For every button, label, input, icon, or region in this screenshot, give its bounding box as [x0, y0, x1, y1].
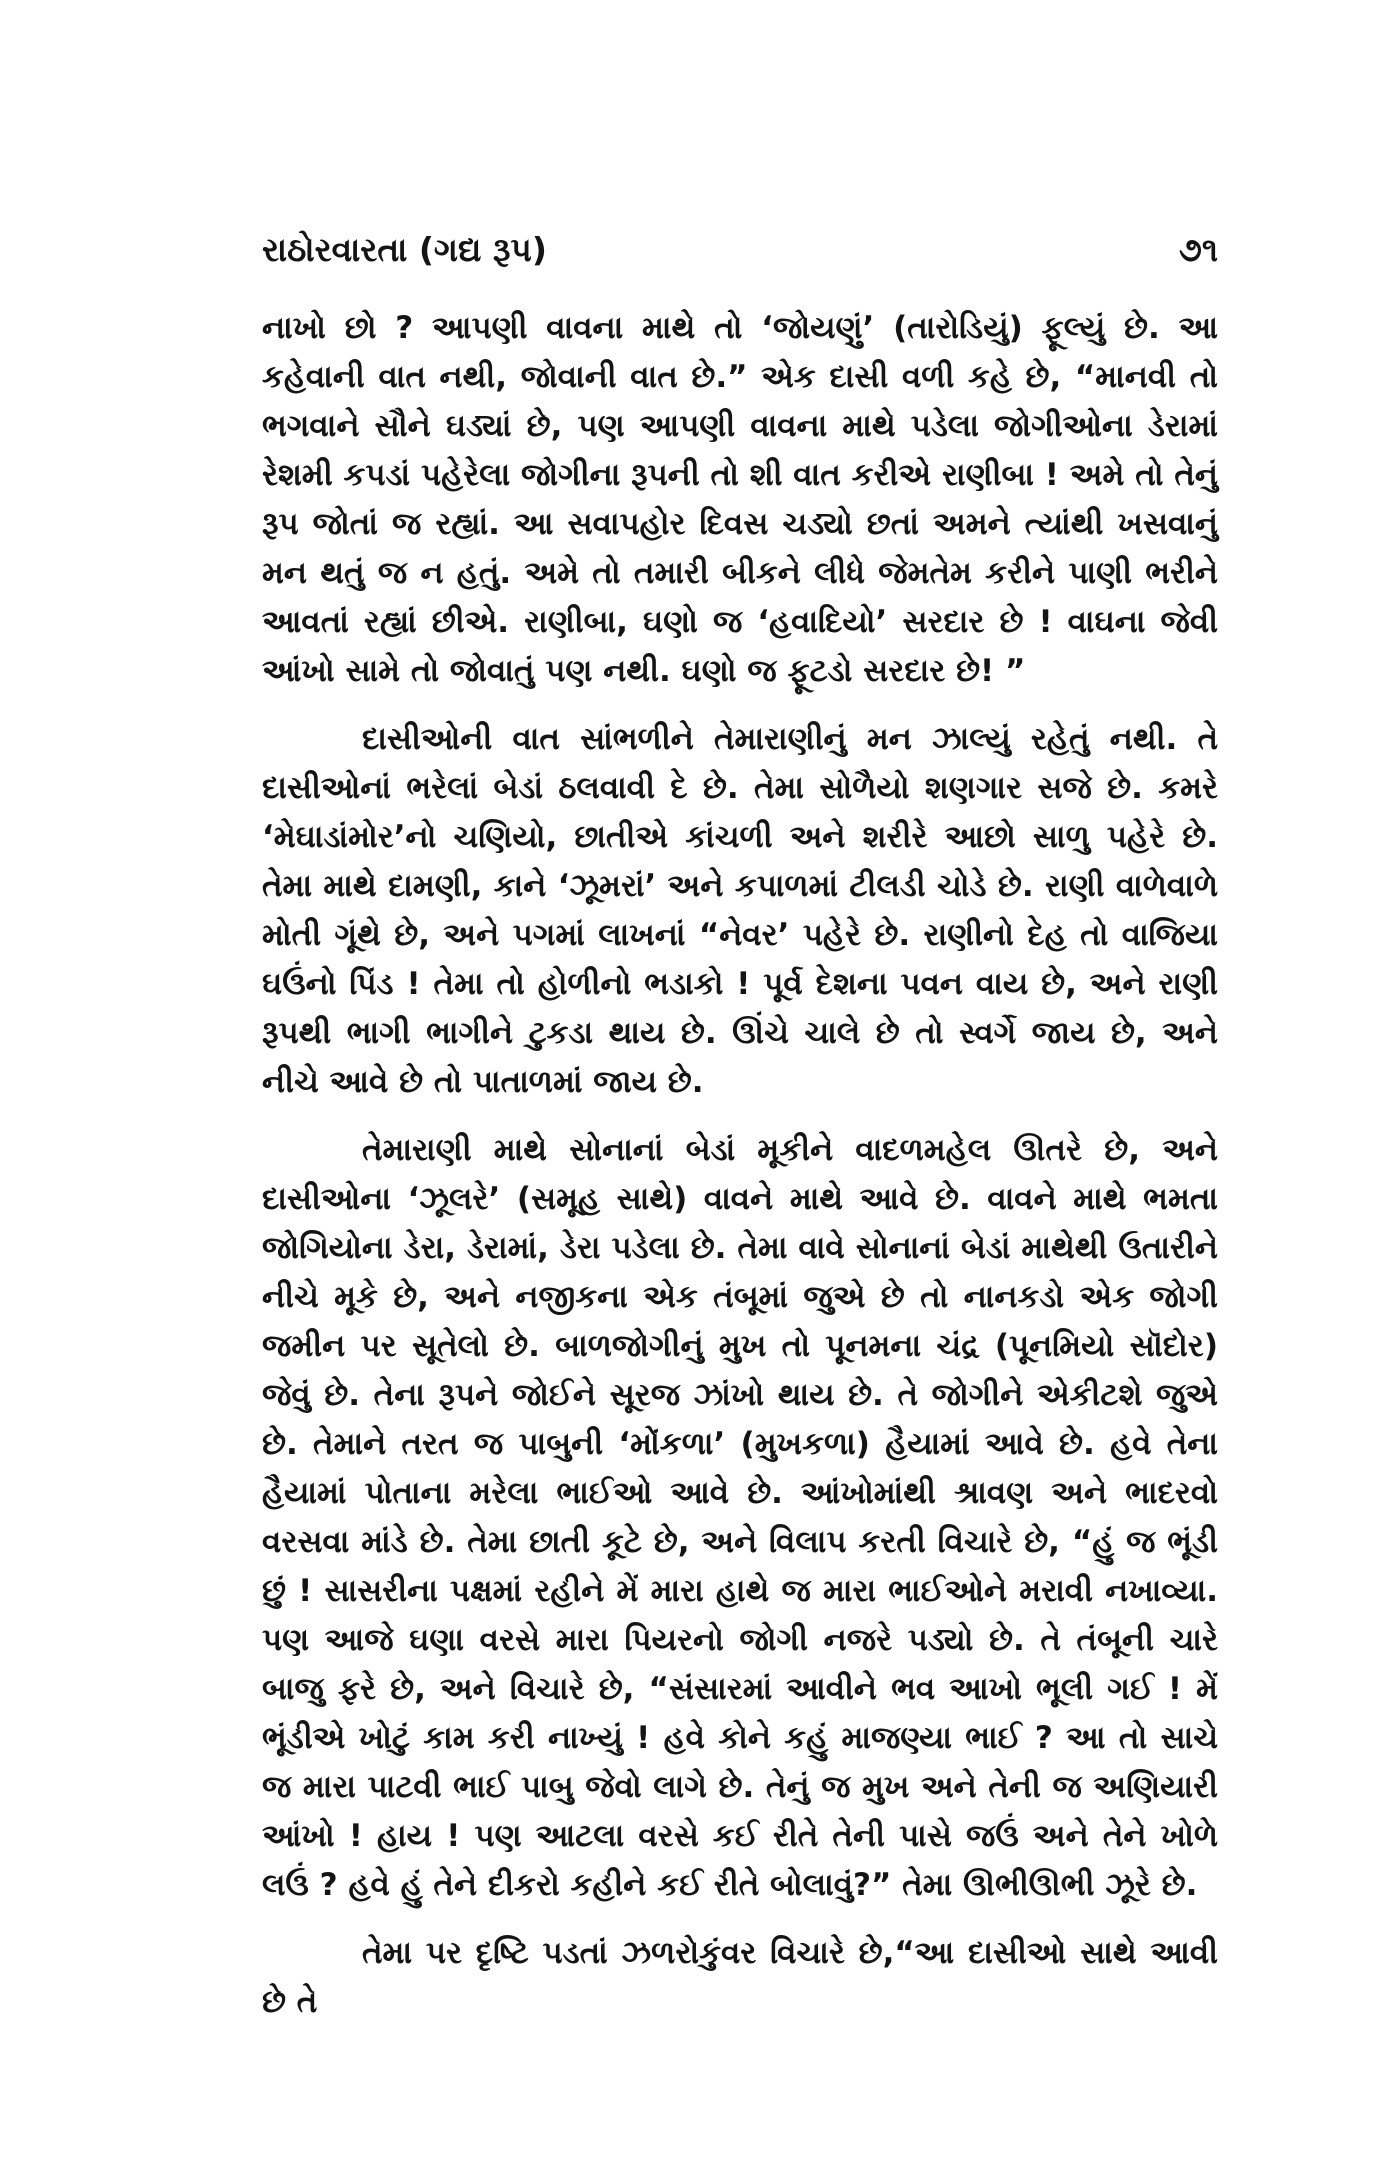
paragraph-last: તેમા પર દૃષ્ટિ પડતાં ઝળરોકુંવર વિચારે છે,“આ દાસીઓ સાથે આવી છે તે — [262, 1935, 1218, 2020]
paragraph: દાસીઓની વાત સાંભળીને તેમારાણીનું મન ઝાલ્યું રહેતું નથી. તે દાસીઓનાં ભરેલાં બેડાં ઠલવાવી દે છે. તેમા સોળૈયો શણગાર સજે છે. કમરે ‘મેઘાડાંમોર’નો ચણિયો, છાતીએ કાંચળી અને શરીરે આછો સાળુ પહેરે છે. તેમા માથે દામણી, કાને ‘ઝૂમરાં’ અને કપાળમાં ટીલડી ચોડે છે. રાણી વાળેવાળે મોતી ગૂંથે છે, અને પગમાં લાખનાં “નેવર’ પહેરે છે. રાણીનો દેહ તો વાજિયા ઘઉંનો પિંડ ! તેમા તો હોળીનો ભડાકો ! પૂર્વ દેશના પવન વાય છે, અને રાણી રૂપથી ભાગી ભાગીને ટુકડા થાય છે. ઊંચે ચાલે છે તો સ્વર્ગે જાય છે, અને નીચે આવે છે તો પાતાળમાં જાય છે. — [262, 721, 1218, 1100]
body-text — [262, 304, 1218, 2046]
page-header — [262, 222, 1218, 278]
paragraph-continued: નાખો છો ? આપણી વાવના માથે તો ‘જોયણું’ (તારોડિયું) ફૂલ્યું છે. આ કહેવાની વાત નથી, જોવાની વાત છે.” એક દાસી વળી કહે છે, “માનવી તો ભગવાને સૌને ઘડ્યાં છે, પણ આપણી વાવના માથે પડેલા જોગીઓના ડેરામાં રેશમી કપડાં પહેરેલા જોગીના રૂપની તો શી વાત કરીએ રાણીબા ! અમે તો તેનું રૂપ જોતાં જ રહ્યાં. આ સવાપહોર દિવસ ચડ્યો છતાં અમને ત્યાંથી ખસવાનું મન થતું જ ન હતું. અમે તો તમારી બીકને લીધે જેમતેમ કરીને પાણી ભરીને આવતાં રહ્યાં છીએ. રાણીબા, ઘણો જ ‘હવાદિયો’ સરદાર છે ! વાઘના જેવી આંખો સામે તો જોવાતું પણ નથી. ઘણો જ ફૂટડો સરદાર છે! ” — [262, 310, 1218, 689]
page-number: ૭૧ — [1178, 230, 1218, 269]
running-title: રાઠોરવારતા (ગદ્ય રૂપ) — [262, 230, 547, 269]
paragraph: તેમારાણી માથે સોનાનાં બેડાં મૂકીને વાદળમહેલ ઊતરે છે, અને દાસીઓના ‘ઝૂલરે’ (સમૂહ સાથે) વાવને માથે આવે છે. વાવને માથે ભમતા જોગિયોના ડેરા, ડેરામાં, ડેરા પડેલા છે. તેમા વાવે સોનાનાં બેડાં માથેથી ઉતારીને નીચે મૂકે છે, અને નજીકના એક તંબૂમાં જુએ છે તો નાનકડો એક જોગી જમીન પર સૂતેલો છે. બાળજોગીનું મુખ તો પૂનમના ચંદ્ર (પૂનમિયો સૉદોર) જેવું છે. તેના રૂપને જોઈને સૂરજ ઝાંખો થાય છે. તે જોગીને એકીટશે જુએ છે. તેમાને તરત જ પાબુની ‘મોંકળા’ (મુખકળા) હૈયામાં આવે છે. હવે તેના હૈયામાં પોતાના મરેલા ભાઈઓ આવે છે. આંખોમાંથી શ્રાવણ અને ભાદરવો વરસવા માંડે છે. તેમા છાતી કૂટે છે, અને વિલાપ કરતી વિચારે છે, “હું જ ભૂંડી છું ! સાસરીના પક્ષમાં રહીને મેં મારા હાથે જ મારા ભાઈઓને મરાવી નખાવ્યા. પણ આજે ઘણા વરસે મારા પિયરનો જોગી નજરે પડ્યો છે. તે તંબૂની ચારે બાજુ ફરે છે, અને વિચારે છે, “સંસારમાં આવીને ભવ આખો ભૂલી ગઈ ! મેં ભૂંડીએ ખોટું કામ કરી નાખ્યું ! હવે કોને કહું માજણ્યા ભાઈ ? આ તો સાચે જ મારા પાટવી ભાઈ પાબુ જેવો લાગે છે. તેનું જ મુખ અને તેની જ અણિયારી આંખો ! હાય ! પણ આટલા વરસે કઈ રીતે તેની પાસે જઉં અને તેને ખોળે લઉં ? હવે હું તેને દીકરો કહીને કઈ રીતે બોલાવું?” તેમા ઊભીઊભી ઝૂરે છે. — [262, 1132, 1218, 1903]
